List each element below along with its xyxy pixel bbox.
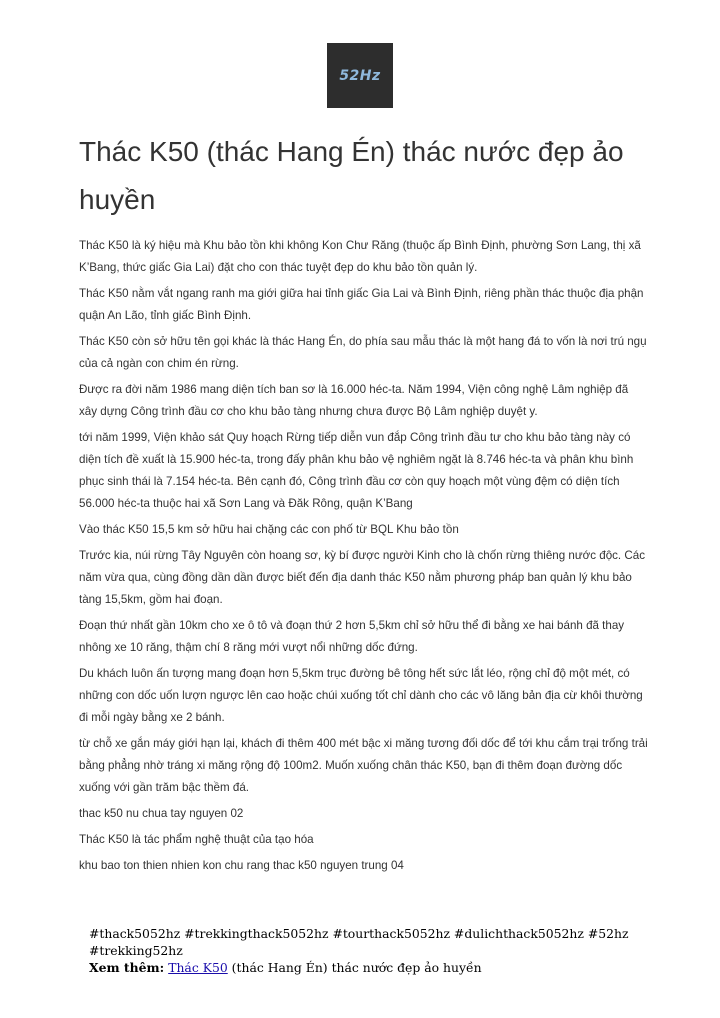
paragraph: tới năm 1999, Viện khảo sát Quy hoạch Rừng tiếp diễn vun đắp Công trình đầu tư cho khu bảo tàng này có diện tích đề xuất là 15.900 héc-ta, trong đấy phân khu bảo vệ nghiêm ngặt là 8.746 héc-ta và phân khu bình phục sinh thái là 7.154 héc-ta. Bên cạnh đó, Công trình đầu cơ còn quy hoạch một vùng đệm có diện tích 56.000 héc-ta thuộc hai xã Sơn Lang và Đăk Rông, quận K’Bang bbox=[79, 431, 634, 510]
logo-text: 52Hz bbox=[339, 67, 381, 84]
page-title: Thác K50 (thác Hang Én) thác nước đẹp ảo huyền bbox=[79, 136, 624, 215]
footer bbox=[89, 925, 689, 976]
paragraph: Trước kia, núi rừng Tây Nguyên còn hoang sơ, kỳ bí được người Kinh cho là chốn rừng thiêng nước độc. Các năm vừa qua, cùng đồng dần dần được biết đến địa danh thác K50 nằm phương pháp ban quản lý khu bảo tàng 15,5km, gồm hai đoạn. bbox=[79, 549, 645, 606]
see-more-label: Xem thêm: bbox=[89, 960, 165, 975]
see-more-link[interactable]: Thác K50 bbox=[168, 960, 228, 975]
paragraph: Vào thác K50 15,5 km sở hữu hai chặng các con phố từ BQL Khu bảo tồn bbox=[79, 523, 459, 536]
paragraph: Thác K50 nằm vắt ngang ranh ma giới giữa hai tỉnh giấc Gia Lai và Bình Định, riêng phần thác thuộc địa phận quận An Lão, tỉnh giấc Bình Định. bbox=[79, 287, 644, 322]
paragraph: Đoạn thứ nhất gần 10km cho xe ô tô và đoạn thứ 2 hơn 5,5km chỉ sở hữu thể đi bằng xe hai bánh đã thay nhông xe 10 răng, thậm chí 8 răng mới vượt nổi những dốc đứng. bbox=[79, 619, 625, 654]
image-caption: khu bao ton thien nhien kon chu rang thac k50 nguyen trung 04 bbox=[79, 859, 404, 872]
paragraph: Du khách luôn ấn tượng mang đoạn hơn 5,5km trục đường bê tông hết sức lắt léo, rộng chỉ độ một mét, có những con dốc uốn lượn ngược lên cao hoặc chúi xuống tốt chỉ dành cho các vô lăng bản địa cừ khôi thường đi mỗi ngày bằng xe 2 bánh. bbox=[79, 667, 643, 724]
logo bbox=[327, 43, 393, 108]
paragraph: Thác K50 là ký hiệu mà Khu bảo tồn khi không Kon Chư Răng (thuộc ấp Bình Định, phường Sơn Lang, thị xã K’Bang, thức giấc Gia Lai) đặt cho con thác tuyệt đẹp do khu bảo tồn quản lý. bbox=[79, 239, 641, 274]
paragraph: từ chỗ xe gắn máy giới hạn lại, khách đi thêm 400 mét bậc xi măng tương đối dốc để tới khu cắm trại trống trải bằng phẳng nhờ tráng xi măng rộng độ 100m2. Muốn xuống chân thác K50, bạn đi thêm đoạn đường dốc xuống với gần trăm bậc thềm đá. bbox=[79, 737, 648, 794]
paragraph: Thác K50 là tác phẩm nghệ thuật của tạo hóa bbox=[79, 833, 314, 846]
paragraph: Thác K50 còn sở hữu tên gọi khác là thác Hang Én, do phía sau mẫu thác là một hang đá to vốn là nơi trú ngụ của cả ngàn con chim én rừng. bbox=[79, 335, 647, 370]
see-more bbox=[89, 959, 689, 976]
hashtags: #thack5052hz #trekkingthack5052hz #tourthack5052hz #dulichthack5052hz #52hz #trekking52hz bbox=[89, 926, 629, 958]
see-more-title: (thác Hang Én) thác nước đẹp ảo huyền bbox=[227, 960, 482, 975]
article-body bbox=[79, 235, 649, 881]
paragraph: Được ra đời năm 1986 mang diện tích ban sơ là 16.000 héc-ta. Năm 1994, Viện công nghệ Lâm nghiệp đã xây dựng Công trình đầu cơ cho khu bảo tàng nhưng chưa được Bộ Lâm nghiệp duyệt y. bbox=[79, 383, 629, 418]
image-caption: thac k50 nu chua tay nguyen 02 bbox=[79, 807, 244, 820]
